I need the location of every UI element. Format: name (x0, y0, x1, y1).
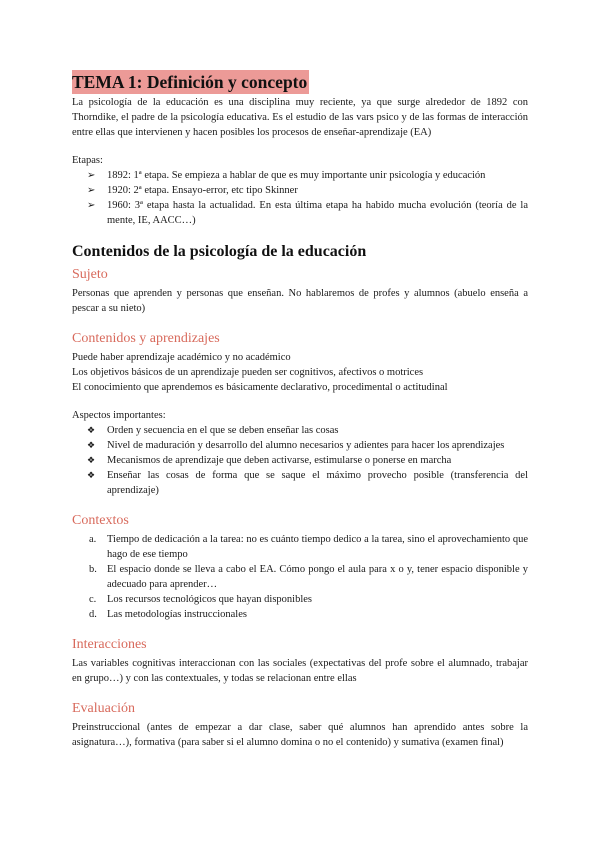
list-item (72, 532, 528, 562)
list-item (72, 183, 528, 198)
list-item-text: Las metodologías instruccionales (107, 609, 247, 620)
list-item (72, 592, 528, 607)
list-item-text: Nivel de maduración y desarrollo del alumno necesarios y adientes para hacer los aprendizajes (107, 440, 505, 451)
contextos-list (72, 532, 528, 622)
list-item (72, 438, 528, 453)
diamond-bullet-icon: ❖ (87, 425, 96, 435)
list-item-text: El espacio donde se lleva a cabo el EA. Cómo pongo el aula para x o y, tener espacio disponible y adecuado para aprender… (107, 564, 528, 590)
list-item (72, 423, 528, 438)
contenidos-line: Puede haber aprendizaje académico y no académico (72, 352, 291, 363)
title-block (72, 70, 528, 94)
arrow-bullet-icon: ➢ (87, 185, 96, 196)
subheading-contenidos-aprendizajes: Contenidos y aprendizajes (72, 331, 220, 346)
subheading-contextos: Contextos (72, 513, 129, 528)
sujeto-text: Personas que aprenden y personas que enseñan. No hablaremos de profes y alumnos (abuelo enseña a pescar a su nieto) (72, 288, 528, 314)
contenidos-line: Los objetivos básicos de un aprendizaje pueden ser cognitivos, afectivos o motrices (72, 367, 424, 378)
interacciones-text: Las variables cognitivas interaccionan con las sociales (expectativas del profe sobre el alumnado, trabajar en grupo…) y con las contextuales, y todas se relacionan entre ellas (72, 658, 528, 684)
list-marker: b. (89, 564, 97, 575)
list-item-text: 1920: 2ª etapa. Ensayo-error, etc tipo Skinner (107, 185, 298, 196)
list-item-text: Los recursos tecnológicos que hayan disponibles (107, 594, 312, 605)
intro-paragraph: La psicología de la educación es una disciplina muy reciente, ya que surge alrededor de 1892 con Thorndike, el padre de la psicología educativa. Es el estudio de las vars psico y de las formas de interacción entre ellas que intervienen y hacen posibles los procesos de enseñar-aprendizaje (EA) (72, 97, 528, 138)
list-item-text: Enseñar las cosas de forma que se saque el máximo provecho posible (transferencia del aprendizaje) (107, 470, 528, 496)
diamond-bullet-icon: ❖ (87, 440, 96, 450)
list-item (72, 198, 528, 228)
etapas-list (72, 168, 528, 228)
list-item (72, 453, 528, 468)
etapas-label: Etapas: (72, 155, 103, 166)
subheading-evaluacion: Evaluación (72, 701, 135, 716)
list-item (72, 562, 528, 592)
list-item (72, 468, 528, 498)
list-marker: d. (89, 609, 97, 620)
aspectos-label: Aspectos importantes: (72, 410, 166, 421)
list-item (72, 607, 528, 622)
list-item-text: 1892: 1ª etapa. Se empieza a hablar de que es muy importante unir psicología y educación (107, 170, 486, 181)
list-item-text: Orden y secuencia en el que se deben enseñar las cosas (107, 425, 339, 436)
list-item-text: Tiempo de dedicación a la tarea: no es cuánto tiempo dedico a la tarea, sino el aprovechamiento que hago de ese tiempo (107, 534, 528, 560)
subheading-sujeto: Sujeto (72, 267, 108, 282)
contenidos-line: El conocimiento que aprendemos es básicamente declarativo, procedimental o actitudinal (72, 382, 448, 393)
section-heading-contenidos: Contenidos de la psicología de la educación (72, 243, 367, 260)
arrow-bullet-icon: ➢ (87, 200, 96, 211)
diamond-bullet-icon: ❖ (87, 455, 96, 465)
aspectos-list (72, 423, 528, 498)
list-marker: a. (89, 534, 97, 545)
diamond-bullet-icon: ❖ (87, 470, 96, 480)
evaluacion-text: Preinstruccional (antes de empezar a dar clase, saber qué alumnos han aprendido antes sobre la asignatura…), formativa (para saber si el alumno domina o no el contenido) y sumativa (examen final) (72, 722, 528, 748)
list-marker: c. (89, 594, 97, 605)
arrow-bullet-icon: ➢ (87, 170, 96, 181)
list-item-text: 1960: 3ª etapa hasta la actualidad. En esta última etapa ha habido mucha evolución (teoría de la mente, IE, AACC…) (107, 200, 528, 226)
list-item-text: Mecanismos de aprendizaje que deben activarse, estimularse o ponerse en marcha (107, 455, 452, 466)
page-title: TEMA 1: Definición y concepto (72, 72, 308, 92)
subheading-interacciones: Interacciones (72, 637, 147, 652)
list-item (72, 168, 528, 183)
